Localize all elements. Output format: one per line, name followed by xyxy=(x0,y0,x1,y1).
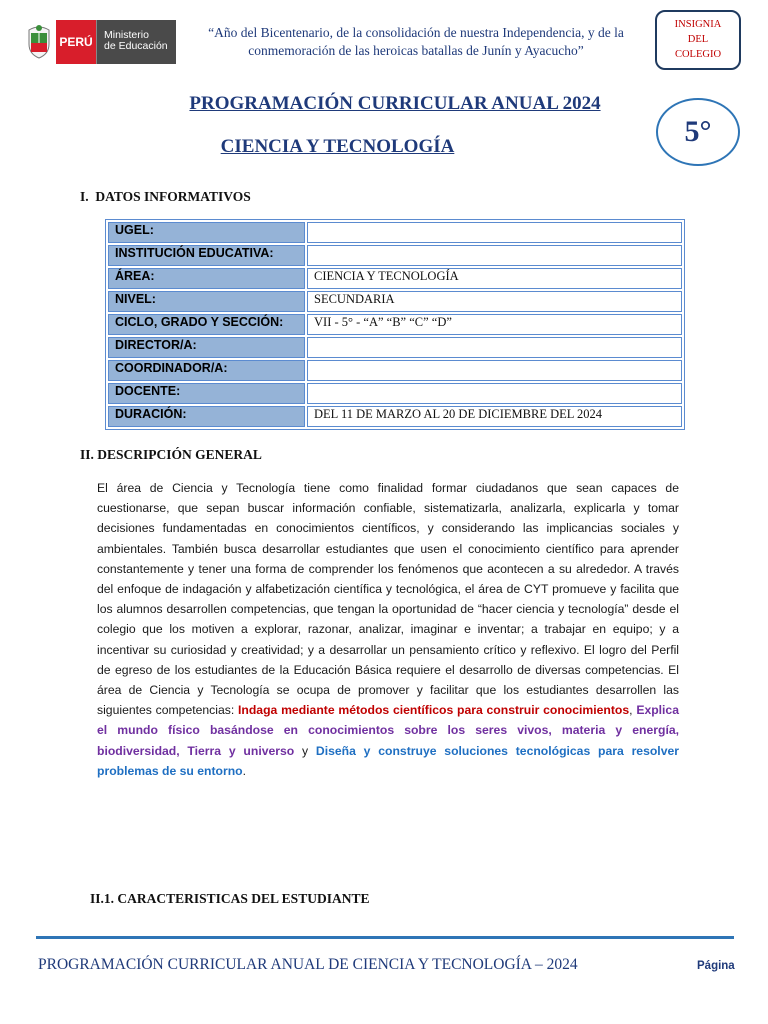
separator: , xyxy=(629,703,637,718)
page-title: PROGRAMACIÓN CURRICULAR ANUAL 2024 xyxy=(189,93,601,114)
section-datos-informativos xyxy=(80,189,251,205)
logo-ministry-line2: de Educación xyxy=(104,40,168,52)
logo-ministry-line1: Ministerio xyxy=(104,29,149,41)
row-value: VII - 5° - “A” “B” “C” “D” xyxy=(307,314,682,335)
year-motto-line1: “Año del Bicentenario, de la consolidación de nuestra Independencia, y de la xyxy=(208,25,624,40)
table-row xyxy=(108,245,682,266)
table-row xyxy=(108,222,682,243)
footer-divider xyxy=(36,936,734,939)
table-row xyxy=(108,268,682,289)
row-value xyxy=(307,383,682,404)
row-label: UGEL: xyxy=(108,222,305,243)
info-table xyxy=(105,219,685,430)
row-label: COORDINADOR/A: xyxy=(108,360,305,381)
section-descripcion-general: II. DESCRIPCIÓN GENERAL xyxy=(80,447,262,462)
minedu-logo xyxy=(22,20,176,64)
competency-disena: Diseña y construye soluciones tecnológicas para resolver problemas de su entorno xyxy=(97,743,679,778)
section-heading: DATOS INFORMATIVOS xyxy=(95,189,251,204)
competency-explica: Explica el mundo físico basándose en conocimientos sobre los seres vivos, materia y energía, biodiversidad, Tierra y universo xyxy=(97,703,679,758)
row-value xyxy=(307,337,682,358)
row-value: SECUNDARIA xyxy=(307,291,682,312)
footer-title: PROGRAMACIÓN CURRICULAR ANUAL DE CIENCIA Y TECNOLOGÍA – 2024 xyxy=(38,956,578,973)
insignia-line2: DEL xyxy=(687,34,709,45)
subject-title: CIENCIA Y TECNOLOGÍA xyxy=(220,136,455,157)
table-row xyxy=(108,406,682,427)
description-body: El área de Ciencia y Tecnología tiene como finalidad formar ciudadanos que sean capaces de cuestionarse, que sepan buscar información confiable, sistematizarla, analizarla, explicarla y tomar decisiones fundamentadas en conocimientos científicos, y considerando las implicancias sociales y ambientales. También busca desarrollar estudiantes que usen el conocimiento científico para aprender constantemente y tener una forma de comprender los fenómenos que acontecen a su alrededor. A través del enfoque de indagación y alfabetización científica y tecnológica, el área de CYT promueve y facilita que los alumnos desarrollen competencias, que tengan la oportunidad de “hacer ciencia y tecnología” desde el colegio que los motiven a explorar, razonar, analizar, imaginar e inventar; a trabajar en equipo; y a incentivar su curiosidad y creatividad; y a desarrollar un pensamiento crítico y reflexivo. El logro del Perfil de egreso de los estudiantes de la Educación Básica requiere el desarrollo de diversas competencias. El área de Ciencia y Tecnología se ocupa de promover y facilitar que los estudiantes desarrollen las siguientes competencias: xyxy=(97,481,679,718)
row-label: DURACIÓN: xyxy=(108,406,305,427)
logo-ministry xyxy=(96,20,176,64)
separator: y xyxy=(294,743,316,758)
table-row xyxy=(108,337,682,358)
section-number: I. xyxy=(80,189,89,204)
table-row xyxy=(108,383,682,404)
row-label: CICLO, GRADO Y SECCIÓN: xyxy=(108,314,305,335)
school-insignia-box xyxy=(655,10,741,70)
insignia-line3: COLEGIO xyxy=(674,49,722,60)
row-value xyxy=(307,245,682,266)
logo-country: PERÚ xyxy=(56,20,96,64)
row-label: NIVEL: xyxy=(108,291,305,312)
row-label: ÁREA: xyxy=(108,268,305,289)
table-row xyxy=(108,360,682,381)
row-value xyxy=(307,222,682,243)
table-row xyxy=(108,291,682,312)
row-value xyxy=(307,360,682,381)
row-value: DEL 11 DE MARZO AL 20 DE DICIEMBRE DEL 2024 xyxy=(307,406,682,427)
coat-of-arms-icon xyxy=(22,20,56,64)
insignia-line1: INSIGNIA xyxy=(674,19,722,30)
general-description-paragraph xyxy=(97,478,679,781)
year-motto xyxy=(196,24,636,60)
paragraph-end: . xyxy=(242,763,246,778)
row-label: DIRECTOR/A: xyxy=(108,337,305,358)
year-motto-line2: conmemoración de las heroicas batallas de Junín y Ayacucho” xyxy=(248,43,584,58)
row-label: DOCENTE: xyxy=(108,383,305,404)
competency-indaga: Indaga mediante métodos científicos para construir conocimientos xyxy=(238,703,630,718)
grade-badge: 5° xyxy=(656,98,740,166)
section-caracteristicas-estudiante: II.1. CARACTERISTICAS DEL ESTUDIANTE xyxy=(90,891,370,906)
row-label: INSTITUCIÓN EDUCATIVA: xyxy=(108,245,305,266)
footer-page-label: Página xyxy=(697,960,735,972)
row-value: CIENCIA Y TECNOLOGÍA xyxy=(307,268,682,289)
table-row xyxy=(108,314,682,335)
